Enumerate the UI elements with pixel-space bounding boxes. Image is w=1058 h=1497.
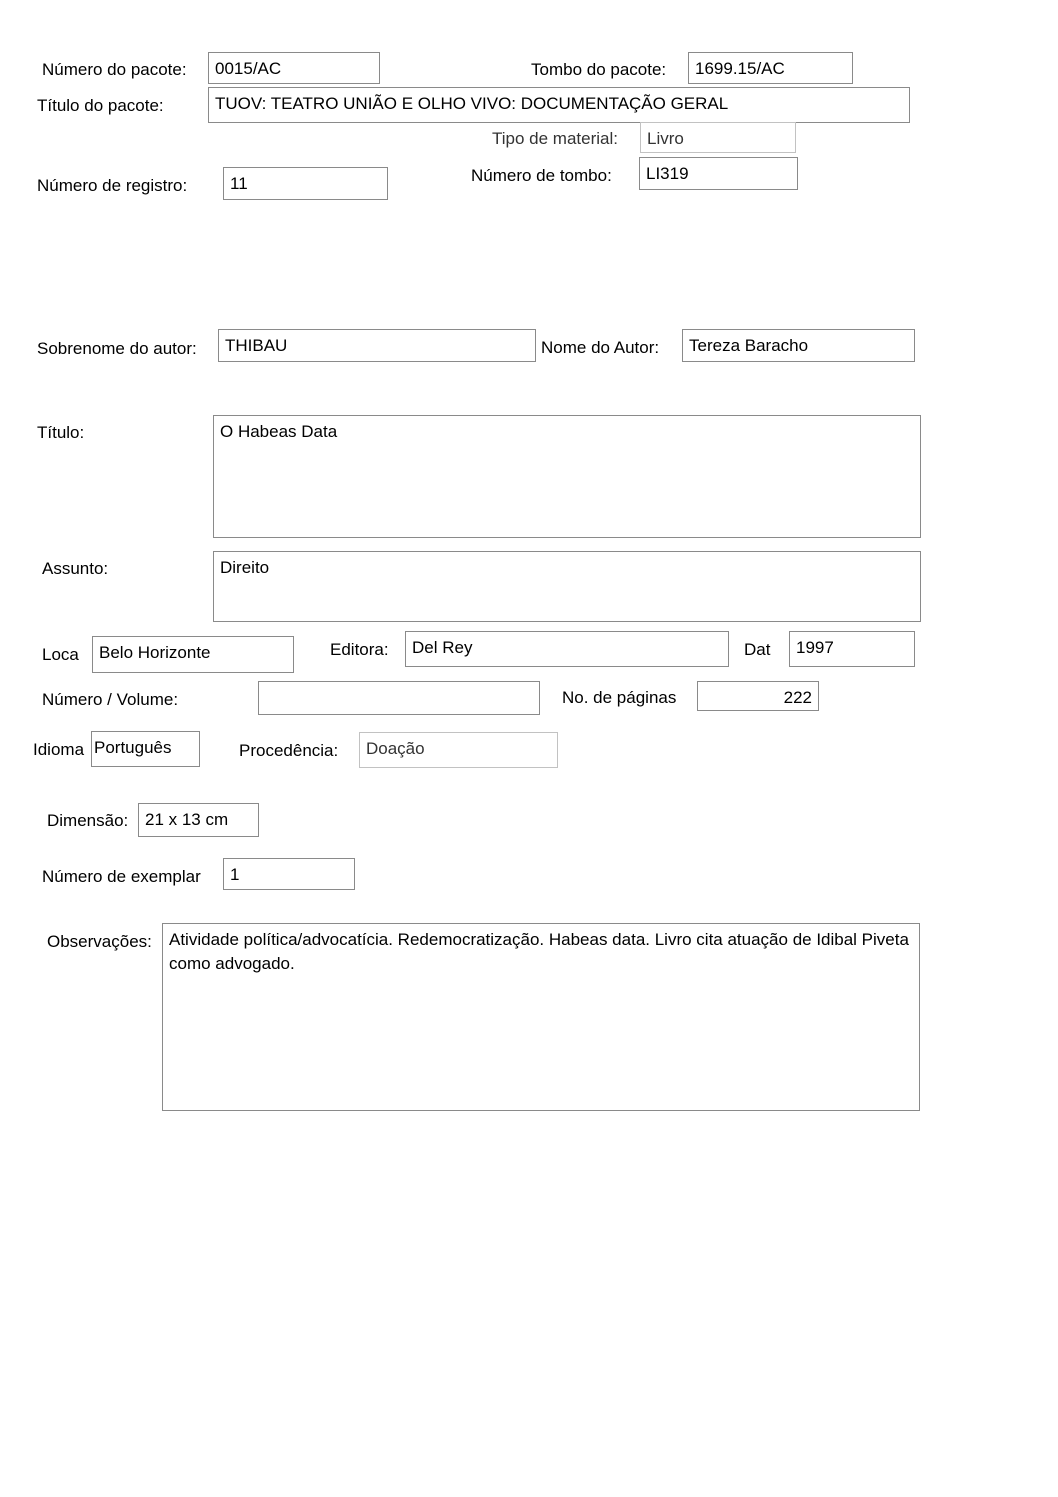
numero-volume-label: Número / Volume: [42, 690, 179, 709]
local-label: Loca [42, 645, 79, 664]
titulo-label: Título: [37, 423, 85, 442]
exemplar-field[interactable]: 1 [223, 858, 355, 890]
titulo-pacote-field[interactable]: TUOV: TEATRO UNIÃO E OLHO VIVO: DOCUMENTAÇÃO GERAL [208, 87, 910, 123]
tombo-pacote-label: Tombo do pacote: [531, 60, 667, 79]
exemplar-label: Número de exemplar [42, 867, 201, 886]
data-field[interactable]: 1997 [789, 631, 915, 667]
dimensao-field[interactable]: 21 x 13 cm [138, 803, 259, 837]
editora-label: Editora: [330, 640, 389, 659]
procedencia-field[interactable]: Doação [359, 732, 558, 768]
numero-volume-field[interactable] [258, 681, 540, 715]
local-field[interactable]: Belo Horizonte [92, 636, 294, 673]
observacoes-label: Observações: [47, 932, 152, 951]
data-label: Dat [744, 640, 771, 659]
idioma-label: Idioma [33, 740, 85, 759]
dimensao-label: Dimensão: [47, 811, 129, 830]
observacoes-field[interactable]: Atividade política/advocatícia. Redemocratização. Habeas data. Livro cita atuação de Idibal Piveta como advogado. [162, 923, 920, 1111]
tipo-material-field[interactable]: Livro [640, 122, 796, 153]
editora-field[interactable]: Del Rey [405, 631, 729, 667]
tombo-pacote-field[interactable]: 1699.15/AC [688, 52, 853, 84]
numero-registro-label: Número de registro: [37, 176, 188, 195]
idioma-field[interactable]: Português [91, 731, 200, 767]
numero-tombo-field[interactable]: LI319 [639, 157, 798, 190]
titulo-field[interactable]: O Habeas Data [213, 415, 921, 538]
titulo-pacote-label: Título do pacote: [37, 96, 164, 115]
nome-autor-field[interactable]: Tereza Baracho [682, 329, 915, 362]
sobrenome-autor-label: Sobrenome do autor: [37, 339, 197, 358]
paginas-label: No. de páginas [562, 688, 677, 707]
procedencia-label: Procedência: [239, 741, 339, 760]
paginas-field[interactable]: 222 [697, 681, 819, 711]
assunto-label: Assunto: [42, 559, 109, 578]
nome-autor-label: Nome do Autor: [541, 338, 660, 357]
numero-pacote-label: Número do pacote: [42, 60, 187, 79]
numero-pacote-field[interactable]: 0015/AC [208, 52, 380, 84]
sobrenome-autor-field[interactable]: THIBAU [218, 329, 536, 362]
tipo-material-label: Tipo de material: [492, 129, 618, 148]
numero-registro-field[interactable]: 11 [223, 167, 388, 200]
assunto-field[interactable]: Direito [213, 551, 921, 622]
numero-tombo-label: Número de tombo: [471, 166, 612, 185]
